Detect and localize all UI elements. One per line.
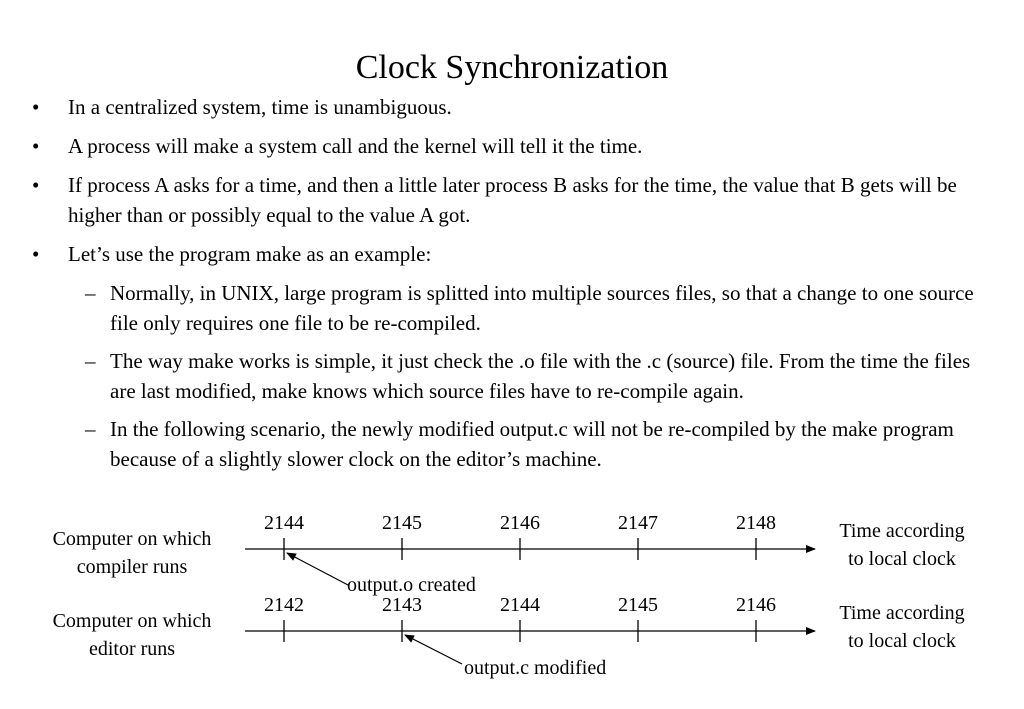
compiler-tick-label: 2145 — [382, 512, 422, 534]
compiler-timeline — [53, 512, 965, 596]
editor-time-label-line2: to local clock — [848, 630, 956, 652]
sub-bullet-item: – The way make works is simple, it just check the .o file with the .c (source) file. From the time the files are last modified, make knows which source files have to re-compile again. — [110, 346, 990, 406]
bullet-item: • Let’s use the program make as an example: — [68, 239, 988, 269]
editor-tick-label: 2143 — [382, 594, 422, 616]
compiler-tick-label: 2147 — [618, 512, 658, 534]
compiler-tick-label: 2148 — [736, 512, 776, 534]
compiler-time-label-line2: to local clock — [848, 548, 956, 570]
compiler-label-line2: compiler runs — [76, 556, 188, 578]
compiler-tick-label: 2144 — [264, 512, 304, 534]
output-o-arrow — [287, 553, 348, 585]
compiler-time-label-line1: Time according — [839, 520, 965, 542]
output-c-arrow — [405, 635, 462, 664]
output-c-modified-label: output.c modified — [464, 657, 607, 679]
slide-title: Clock Synchronization — [355, 49, 669, 86]
editor-label-line1: Computer on which — [52, 610, 212, 632]
editor-tick-label: 2146 — [736, 594, 776, 616]
editor-tick-label: 2145 — [618, 594, 658, 616]
editor-label-line2: editor runs — [88, 638, 176, 660]
editor-tick-label: 2142 — [264, 594, 304, 616]
output-o-created-label: output.o created — [347, 574, 476, 596]
bullet-item: • A process will make a system call and the kernel will tell it the time. — [68, 131, 988, 161]
sub-bullet-item: – Normally, in UNIX, large program is splitted into multiple sources files, so that a change to one source file only requires one file to be re-compiled. — [110, 278, 990, 338]
editor-timeline — [53, 594, 965, 679]
bullet-item: • In a centralized system, time is unambiguous. — [68, 92, 988, 122]
compiler-label-line1: Computer on which — [52, 528, 212, 550]
editor-tick-label: 2144 — [500, 594, 540, 616]
sub-bullet-item: – In the following scenario, the newly modified output.c will not be re-compiled by the make program because of a slightly slower clock on the editor’s machine. — [110, 414, 990, 474]
compiler-tick-label: 2146 — [500, 512, 540, 534]
bullet-item: • If process A asks for a time, and then a little later process B asks for the time, the value that B gets will be higher than or possibly equal to the value A got. — [68, 170, 988, 230]
editor-time-label-line1: Time according — [839, 602, 965, 624]
